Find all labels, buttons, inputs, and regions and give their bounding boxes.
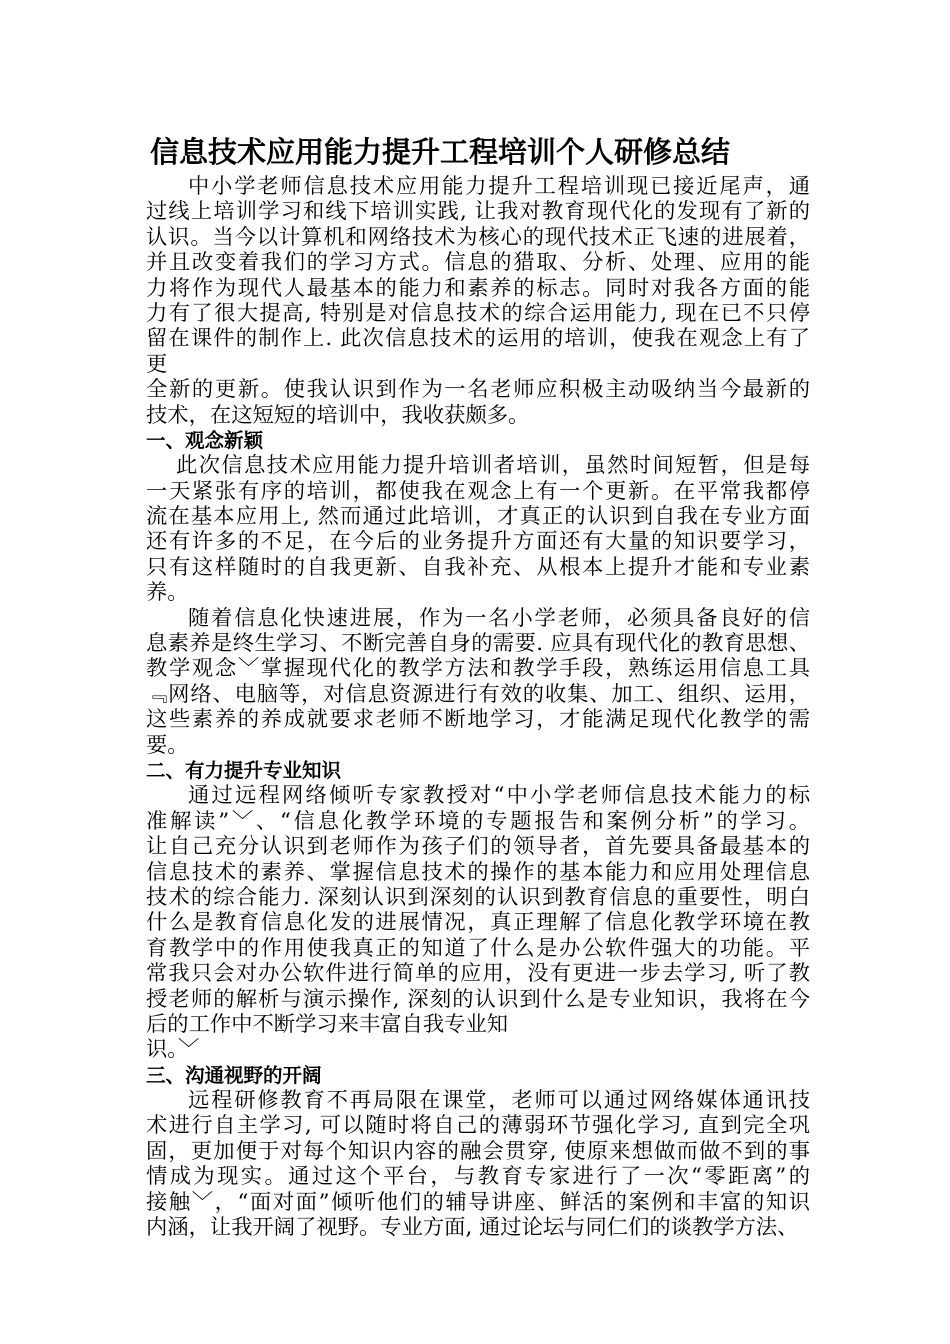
paragraph-line: 教学观念﹀掌握现代化的教学方法和教学手段，熟练运用信息工具 [146,656,810,682]
paragraph-line: 只有这样随时的自我更新、自我补充、从根本上提升才能和专业素 [146,554,810,580]
paragraph-line: 流在基本应用上, 然而通过此培训，才真正的认识到自我在专业方面 [146,504,810,530]
paragraph-line: 情成为现实。通过这个平台，与教育专家进行了一次“零距离”的 [146,1164,810,1190]
paragraph-line: 还有许多的不足，在今后的业务提升方面还有大量的知识要学习， [146,529,810,555]
paragraph-line: 力将作为现代人最基本的能力和素养的标志。同时对我各方面的能 [146,275,810,301]
paragraph-line: 全新的更新。使我认识到作为一名老师应积极主动吸纳当今最新的 [146,377,810,403]
paragraph-line: 技术的综合能力. 深刻认识到深刻的认识到教育信息的重要性，明白 [146,884,810,910]
paragraph [146,174,810,377]
paragraph-line: 并且改变着我们的学习方式。信息的猎取、分析、处理、应用的能 [146,250,810,276]
paragraph-line: 接触﹀，“面对面”倾听他们的辅导讲座、鲜活的案例和丰富的知识 [146,1189,810,1215]
paragraph-line: 授老师的解析与演示操作, 深刻的认识到什么是专业知识，我将在今 [146,986,810,1012]
paragraph-line: 中小学老师信息技术应用能力提升工程培训现已接近尾声，通 [188,174,810,199]
document-body [146,174,810,1240]
paragraph-line: 过线上培训学习和线下培训实践, 让我对教育现代化的发现有了新的 [146,199,810,225]
paragraph-line: 通过远程网络倾听专家教授对“中小学老师信息技术能力的标 [188,783,810,809]
paragraph [146,453,810,605]
paragraph-line: 常我只会对办公软件进行简单的应用，没有更进一步去学习, 听了教 [146,961,810,987]
section-heading: 二、有力提升专业知识 [146,758,342,782]
paragraph-line: ﹃网络、电脑等，对信息资源进行有效的收集、加工、组织、运用， [146,681,810,707]
paragraph-line: 固，更加便于对每个知识内容的融会贯穿, 使原来想做而做不到的事 [146,1138,810,1164]
paragraph-line: 信息技术的素养、掌握信息技术的操作的基本能力和应用处理信息 [146,859,810,885]
paragraph-line: 什么是教育信息化发的进展情况，真正理解了信息化教学环境在教 [146,910,810,936]
paragraph-line: 留在课件的制作上. 此次信息技术的运用的培训，使我在观念上有了 [146,326,810,352]
paragraph-line: 这些素养的养成就要求老师不断地学习，才能满足现代化教学的需 [146,707,810,733]
paragraph [146,606,810,758]
paragraph-line: 术进行自主学习, 可以随时将自己的薄弱环节强化学习, 直到完全巩 [146,1113,810,1139]
paragraph-line: 随着信息化快速进展，作为一名小学老师，必须具备良好的信 [188,605,810,631]
section-heading: 三、沟通视野的开阔 [146,1063,322,1087]
section-heading: 一、观念新颖 [146,428,264,452]
paragraph-line: 内涵，让我开阔了视野。专业方面, 通过论坛与同仁们的谈教学方法、 [146,1215,799,1241]
paragraph-line: 后的工作中不断学习来丰富自我专业知 [146,1011,509,1037]
paragraph-line: 更 [146,351,168,377]
paragraph-line: 力有了很大提高, 特别是对信息技术的综合运用能力, 现在已不只停 [146,300,810,326]
paragraph-line: 远程研修教育不再局限在课堂，老师可以通过网络媒体通讯技 [188,1088,810,1114]
paragraph-line: 要。 [146,732,189,758]
paragraph-line: 认识。当今以计算机和网络技术为核心的现代技术正飞速的进展着， [146,224,810,250]
paragraph-line: 准解读”﹀、“信息化教学环境的专题报告和案例分析”的学习。 [146,808,810,834]
paragraph [146,377,810,428]
paragraph [146,1088,810,1240]
document-title: 信息技术应用能力提升工程培训个人研修总结 [150,135,731,169]
paragraph-line: 技术，在这短短的培训中，我收获颇多。 [146,402,530,428]
paragraph-line: 一天紧张有序的培训，都使我在观念上有一个更新。在平常我都停 [146,478,810,504]
paragraph-line: 育教学中的作用使我真正的知道了什么是办公软件强大的功能。平 [146,935,810,961]
paragraph-line: 此次信息技术应用能力提升培训者培训，虽然时间短暂，但是每 [176,453,810,479]
paragraph-line: 让自己充分认识到老师作为孩子们的领导者，首先要具备最基本的 [146,834,810,860]
paragraph-line: 识。﹀ [146,1037,200,1063]
paragraph [146,783,810,1062]
paragraph-line: 养。 [146,580,189,606]
paragraph-line: 息素养是终生学习、不断完善自身的需要. 应具有现代化的教育思想、 [146,631,810,657]
